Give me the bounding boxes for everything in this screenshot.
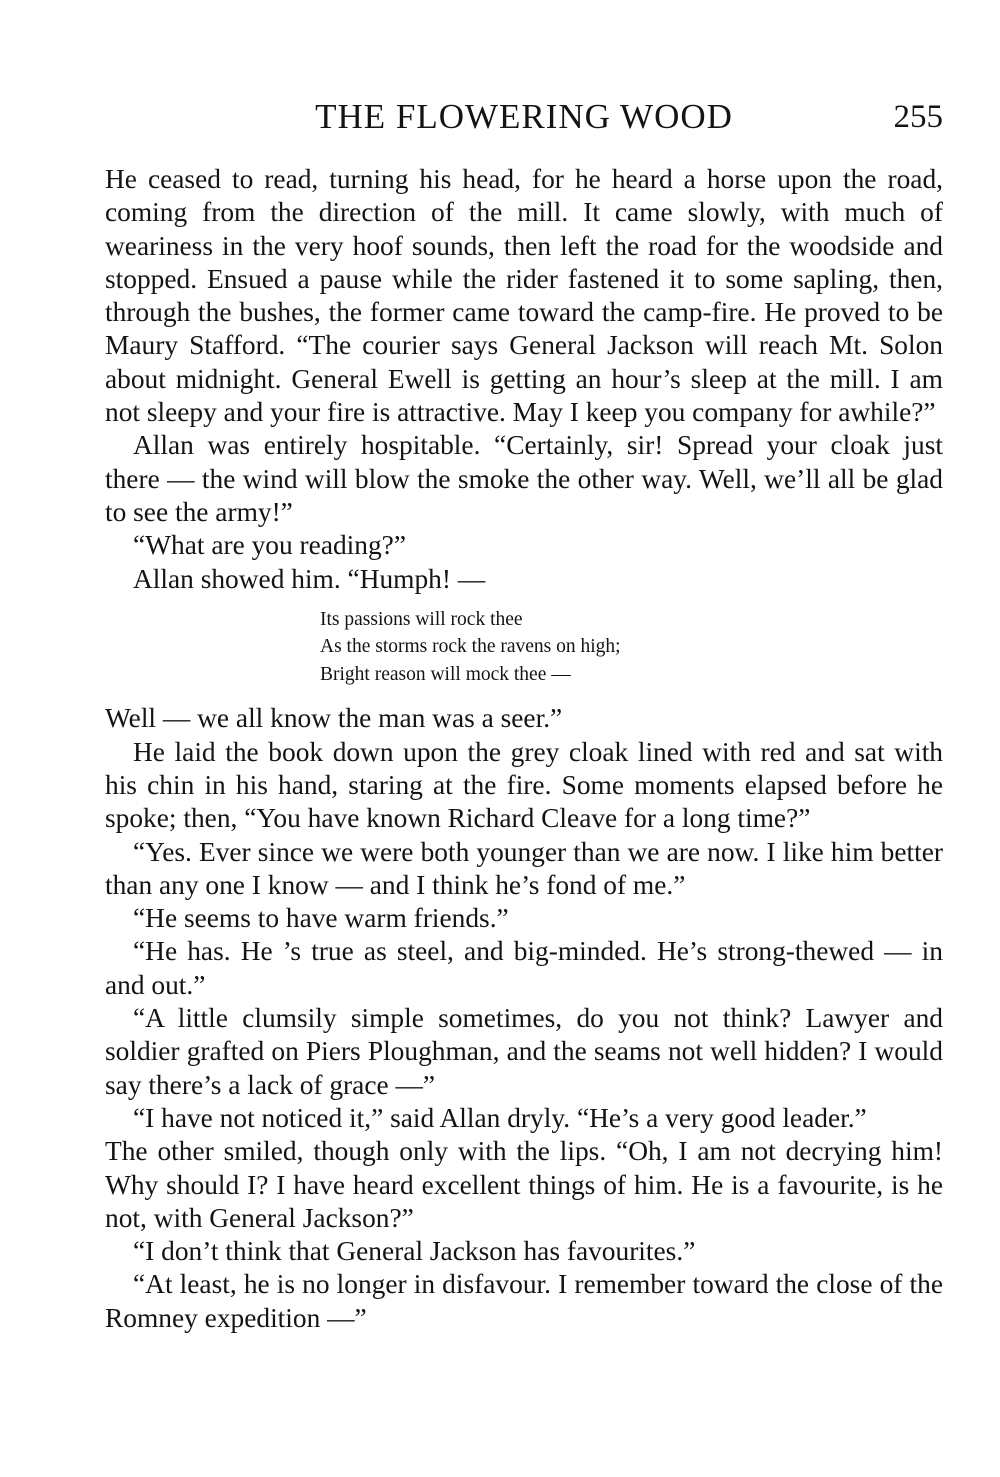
verse-quotation <box>320 606 943 689</box>
paragraph: The other smiled, though only with the lips. “Oh, I am not decrying him! Why should I? I have heard excellent things of him. He is a favourite, is he not, with General Jackson?” <box>105 1136 943 1233</box>
paragraph: He laid the book down upon the grey cloak lined with red and sat with his chin in his hand, staring at the fire. Some moments elapsed before he spoke; then, “You have known Richard Cleave for a long time?” <box>105 736 943 834</box>
chapter-title: THE FLOWERING WOOD <box>315 97 733 136</box>
verse-line: Bright reason will mock thee — <box>320 663 571 685</box>
paragraph: “At least, he is no longer in disfavour. I remember toward the close of the Romney expedition —” <box>105 1269 943 1333</box>
paragraph: “What are you reading?” <box>133 530 406 561</box>
paragraph: Allan showed him. “Humph! — <box>133 563 486 594</box>
paragraph: “I don’t think that General Jackson has favourites.” <box>133 1236 696 1267</box>
paragraph: Well — we all know the man was a seer.” <box>105 703 563 734</box>
paragraph: “He has. He ’s true as steel, and big-minded. He’s strong-thewed — in and out.” <box>105 936 943 1000</box>
paragraph: “I have not noticed it,” said Allan dryly. “He’s a very good leader.” <box>133 1102 867 1133</box>
running-head <box>105 94 943 144</box>
verse-line: As the storms rock the ravens on high; <box>320 636 621 658</box>
paragraph: “Yes. Ever since we were both younger than we are now. I like him better than any one I know — and I think he’s fond of me.” <box>105 836 943 900</box>
body-text <box>105 163 943 1335</box>
paragraph: He ceased to read, turning his head, for he heard a horse upon the road, coming from the direction of the mill. It came slowly, with much of weariness in the very hoof sounds, then left the road for the woodside and stopped. Ensued a pause while the rider fastened it to some sapling, then, through the bushes, the former came toward the camp-fire. He proved to be Maury Stafford. “The courier says General Jackson will reach Mt. Solon about midnight. General Ewell is getting an hour’s sleep at the mill. I am not sleepy and your fire is attractive. May I keep you company for awhile?” <box>105 164 943 428</box>
page-number: 255 <box>893 99 943 135</box>
paragraph: “He seems to have warm friends.” <box>133 903 509 934</box>
paragraph: “A little clumsily simple sometimes, do you not think? Lawyer and soldier grafted on Piers Ploughman, and the seams not well hidden? I would say there’s a lack of grace —” <box>105 1003 943 1100</box>
paragraph: Allan was entirely hospitable. “Certainly, sir! Spread your cloak just there — the wind will blow the smoke the other way. Well, we’ll all be glad to see the army!” <box>105 430 943 527</box>
verse-line: Its passions will rock thee <box>320 608 523 630</box>
